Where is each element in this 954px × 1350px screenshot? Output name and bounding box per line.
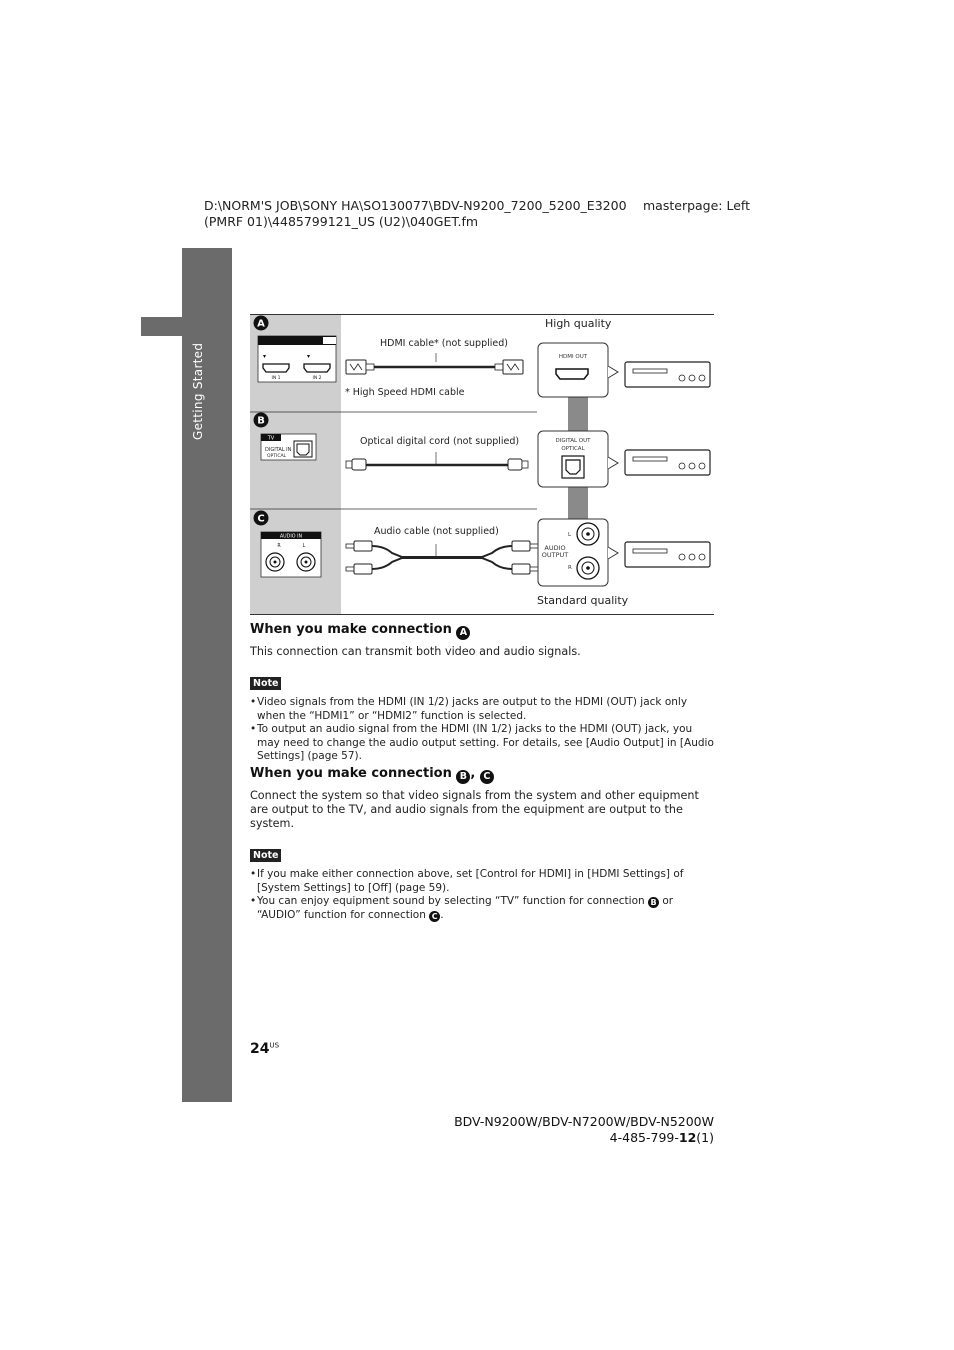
equipment-a-icon [625,362,710,387]
footer-code [400,1130,714,1146]
section-a-heading-text: When you make connection [250,622,452,637]
footer-code-pre: 4-485-799- [609,1130,679,1145]
hdmi-cable-label: HDMI cable* (not supplied) [380,338,508,349]
badge-b-icon: B [456,770,470,784]
svg-text:AUDIO: AUDIO [544,544,566,552]
note-bc-item-1: • If you make either connection above, set [Control for HDMI] in [HDMI Settings] of [System Settings] to [Off] (page 59). [250,868,715,895]
sidebar-section-label: Getting Started [191,342,205,440]
audio-cable-icon [346,541,538,574]
svg-text:IN 2: IN 2 [312,376,322,381]
svg-text:OPTICAL: OPTICAL [267,454,287,459]
equipment-c-icon [625,542,710,567]
footer [400,1114,714,1146]
note-a-item-2: • To output an audio signal from the HDMI (IN 1/2) jacks to the HDMI (OUT) jack, you may need to change the audio output setting. For details, see [Audio Output] in [Audio Settings] (page 57). [250,723,715,764]
hdmi-in-panel [258,336,336,382]
hdmi-cable-icon [346,360,523,374]
page-number [250,1041,279,1057]
svg-text:DIGITAL IN: DIGITAL IN [265,447,292,453]
svg-text:OUTPUT: OUTPUT [541,551,569,559]
section-bc-heading-text: When you make connection [250,766,452,781]
svg-text:HDMI OUT: HDMI OUT [558,354,588,360]
section-bc-text: Connect the system so that video signals from the system and other equipment are output to the TV, and audio signals from the equipment are output to the system. [250,789,699,830]
label-b-icon [254,413,269,428]
note-bc-item-2-end: . [440,908,444,921]
svg-text:OPTICAL: OPTICAL [561,446,585,452]
note-list-a [250,696,715,764]
standard-quality-label: Standard quality [537,594,629,607]
sidebar-section [182,248,232,448]
optical-cord-label: Optical digital cord (not supplied) [360,436,520,447]
page-number-value: 24 [250,1041,270,1057]
svg-text:L: L [568,532,572,538]
note-bc-item-2-text-b: or “AUDIO” function for connection [257,895,674,921]
badge-a-icon: A [456,626,470,640]
footer-code-post: (1) [696,1130,714,1145]
footer-models: BDV-N9200W/BDV-N7200W/BDV-N5200W [454,1114,714,1129]
section-a-text: This connection can transmit both video and audio signals. [250,645,581,658]
heading-separator: , [470,766,476,781]
svg-text:R: R [568,565,572,571]
footer-code-bold: 12 [678,1130,697,1145]
section-bc-heading [250,766,715,784]
optical-out-callout [538,431,618,487]
note-a-item-1: • Video signals from the HDMI (IN 1/2) jacks are output to the HDMI (OUT) jack only when the “HDMI1” or “HDMI2” function is selected. [250,696,715,723]
note-label-bc: Note [250,849,281,862]
note-label-a: Note [250,677,281,690]
badge-b-small-icon: B [648,897,659,908]
svg-text:L: L [302,544,306,549]
optical-cord-icon [346,459,528,470]
connection-diagram [250,314,714,615]
section-a-heading [250,622,715,640]
svg-text:TV: TV [267,435,275,442]
hdmi-out-callout [538,343,618,397]
hdmi-footnote: * High Speed HDMI cable [345,387,465,398]
file-path-line2: (PMRF 01)\4485799121_US (U2)\040GET.fm [204,214,479,229]
svg-text:C: C [257,513,265,525]
audio-output-callout [538,519,618,586]
masterpage-label: masterpage: Left [643,198,751,213]
svg-text:DIGITAL OUT: DIGITAL OUT [555,438,591,444]
svg-text:AUDIO IN: AUDIO IN [279,534,303,540]
note-list-bc [250,868,715,922]
badge-c-small-icon: C [429,911,440,922]
section-connection-bc [250,766,715,922]
optical-in-panel [261,434,316,460]
badge-c-icon: C [480,770,494,784]
file-path [204,198,627,230]
label-c-icon [254,511,269,526]
svg-text:IN 1: IN 1 [271,376,281,381]
svg-text:A: A [257,318,265,330]
label-a-icon [254,316,269,331]
file-path-line1: D:\NORM'S JOB\SONY HA\SO130077\BDV-N9200_7200_5200_E3200 [204,198,627,213]
audio-cable-label: Audio cable (not supplied) [374,526,499,537]
high-quality-label: High quality [545,317,612,330]
svg-text:R: R [277,544,281,549]
note-bc-item-2 [250,895,715,922]
audio-in-panel [261,532,321,577]
section-connection-a [250,622,715,764]
page-number-suffix: US [269,1041,280,1050]
section-tab [141,317,182,336]
equipment-b-icon [625,450,710,475]
note-bc-item-2-text-a: You can enjoy equipment sound by selecting “TV” function for connection [257,895,645,908]
svg-text:B: B [257,415,265,427]
